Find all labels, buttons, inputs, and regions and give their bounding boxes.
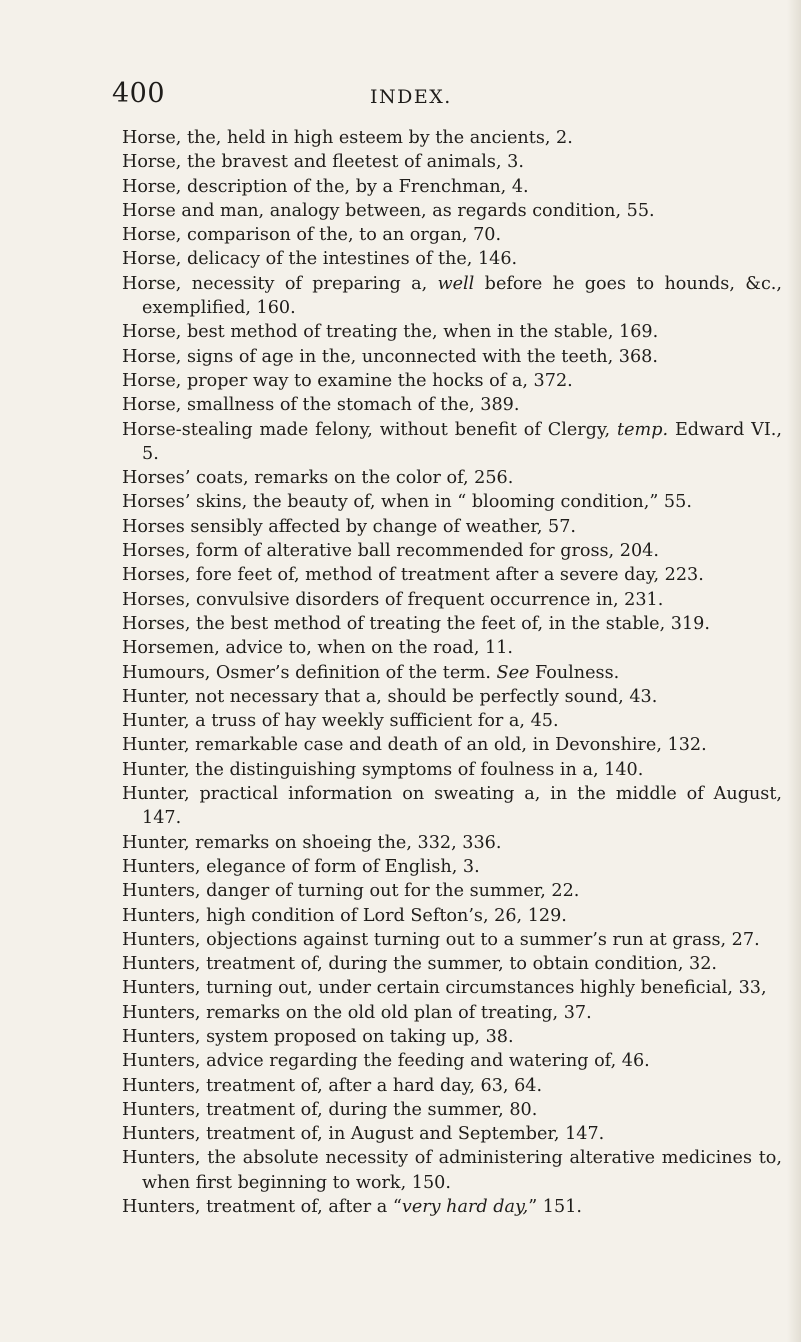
index-entry-text: Horses’ skins, the beauty of, when in “ blooming condition,” 55.: [122, 492, 692, 513]
index-entry: [122, 466, 782, 490]
index-entry-text: Horses’ coats, remarks on the color of, 256.: [122, 468, 514, 489]
running-head-title: INDEX.: [370, 86, 452, 108]
index-entry-text: Hunter, the distinguishing symptoms of foulness in a, 140.: [122, 759, 644, 780]
index-entry-italic: well: [437, 273, 475, 294]
index-entry-text: Hunters, treatment of, in August and September, 147.: [122, 1124, 605, 1145]
index-entry: [122, 418, 782, 467]
index-entry: [122, 175, 782, 199]
index-entry: [122, 612, 782, 636]
index-entry-text: Horse, comparison of the, to an organ, 70.: [122, 225, 502, 246]
index-entry: [122, 150, 782, 174]
index-entry-text: Humours, Osmer’s definition of the term.: [122, 662, 497, 683]
index-entry: [122, 1049, 782, 1073]
index-entry-text: Hunters, elegance of form of English, 3.: [122, 856, 480, 877]
index-entry: [122, 904, 782, 928]
index-entry-text: Horse, proper way to examine the hocks of a, 372.: [122, 370, 573, 391]
index-entry-text: Horse, smallness of the stomach of the, 389.: [122, 395, 520, 416]
index-entry-text: Hunter, remarkable case and death of an old, in Devonshire, 132.: [122, 735, 707, 756]
index-entry-text: Hunters, system proposed on taking up, 38.: [122, 1026, 514, 1047]
index-entry: [122, 515, 782, 539]
index-entry: [122, 1146, 782, 1195]
index-entry: [122, 831, 782, 855]
index-entry-text: before he goes to hounds, &c., exemplified, 160.: [142, 273, 782, 319]
index-entry: [122, 855, 782, 879]
index-entry-text: Horse, the bravest and fleetest of animals, 3.: [122, 152, 524, 173]
index-entry: [122, 199, 782, 223]
index-entry: [122, 272, 782, 321]
index-entry: [122, 369, 782, 393]
index-entry-text: Hunter, practical information on sweating a, in the middle of August, 147.: [122, 784, 782, 829]
index-entry: [122, 636, 782, 660]
index-entries-list: [122, 126, 782, 1219]
index-entry-text: Horses, convulsive disorders of frequent occurrence in, 231.: [122, 589, 664, 610]
index-entry-text: Hunters, turning out, under certain circumstances highly beneficial, 33,: [122, 978, 767, 999]
index-entry-text: Horse-stealing made felony, without benefit of Clergy,: [122, 419, 618, 440]
index-entry-text: Horses, form of alterative ball recommended for gross, 204.: [122, 541, 659, 562]
index-entry: [122, 733, 782, 757]
index-entry-text: Hunter, remarks on shoeing the, 332, 336.: [122, 832, 502, 853]
index-entry: [122, 345, 782, 369]
index-entry-text: ” 151.: [528, 1197, 582, 1218]
index-entry-text: Horses, the best method of treating the feet of, in the stable, 319.: [122, 613, 710, 634]
index-entry-italic: See: [496, 662, 530, 683]
index-entry: [122, 588, 782, 612]
index-entry-text: Horsemen, advice to, when on the road, 11.: [122, 638, 513, 659]
index-entry: [122, 661, 782, 685]
index-entry: [122, 1195, 782, 1219]
index-entry-italic: very hard day,: [401, 1197, 529, 1218]
index-entry: [122, 393, 782, 417]
index-entry-text: Hunters, treatment of, after a hard day, 63, 64.: [122, 1075, 543, 1096]
index-entry: [122, 758, 782, 782]
index-entry: [122, 563, 782, 587]
index-entry-text: Hunters, the absolute necessity of administering alterative medicines to, when first beginning to work, 150.: [122, 1148, 782, 1193]
index-entry-text: Horse, the, held in high esteem by the ancients, 2.: [122, 128, 573, 148]
index-entry-text: Horse, description of the, by a Frenchman, 4.: [122, 176, 529, 197]
index-entry-text: Horses, fore feet of, method of treatment after a severe day, 223.: [122, 565, 704, 586]
index-entry: [122, 685, 782, 709]
index-entry-text: Horse, necessity of preparing a,: [122, 273, 438, 294]
index-entry: [122, 539, 782, 563]
index-entry-text: Hunter, not necessary that a, should be perfectly sound, 43.: [122, 686, 658, 707]
index-entry-text: Hunters, treatment of, after a “: [122, 1197, 402, 1218]
index-entry: [122, 928, 782, 952]
index-entry: [122, 782, 782, 831]
index-entry-text: Hunters, treatment of, during the summer, 80.: [122, 1099, 538, 1120]
index-entry-text: Hunters, high condition of Lord Sefton’s, 26, 129.: [122, 905, 567, 926]
index-entry: [122, 320, 782, 344]
index-entry: [122, 1122, 782, 1146]
index-entry-italic: temp.: [617, 419, 669, 440]
index-entry: [122, 1001, 782, 1025]
index-entry-text: Foulness.: [529, 662, 620, 683]
index-entry-text: Horse, best method of treating the, when in the stable, 169.: [122, 322, 659, 343]
index-entry: [122, 879, 782, 903]
index-entry: [122, 976, 782, 1000]
index-entry-text: Horse, delicacy of the intestines of the, 146.: [122, 249, 518, 270]
index-entry: [122, 223, 782, 247]
index-entry: [122, 952, 782, 976]
index-entry-text: Hunters, treatment of, during the summer, to obtain condition, 32.: [122, 954, 718, 975]
index-entry-text: Hunters, remarks on the old old plan of treating, 37.: [122, 1002, 592, 1023]
index-entry: [122, 1074, 782, 1098]
page-number: 400: [112, 78, 166, 109]
index-entry-text: Hunter, a truss of hay weekly sufficient for a, 45.: [122, 711, 559, 732]
index-entry: [122, 247, 782, 271]
index-entry-text: Hunters, advice regarding the feeding and watering of, 46.: [122, 1051, 650, 1072]
index-entry-text: Edward VI., 5.: [142, 419, 782, 464]
index-entry-text: Hunters, danger of turning out for the summer, 22.: [122, 881, 580, 902]
index-entry-text: Horse and man, analogy between, as regards condition, 55.: [122, 200, 655, 221]
index-entry-text: Horse, signs of age in the, unconnected with the teeth, 368.: [122, 346, 658, 367]
index-entry-text: Hunters, objections against turning out to a summer’s run at grass, 27.: [122, 929, 760, 950]
index-entry: [122, 126, 782, 150]
index-entry: [122, 1025, 782, 1049]
index-entry: [122, 1098, 782, 1122]
index-entry-text: Horses sensibly affected by change of weather, 57.: [122, 516, 577, 537]
index-entry: [122, 709, 782, 733]
index-entry: [122, 490, 782, 514]
page-edge-shadow: [787, 0, 801, 1342]
